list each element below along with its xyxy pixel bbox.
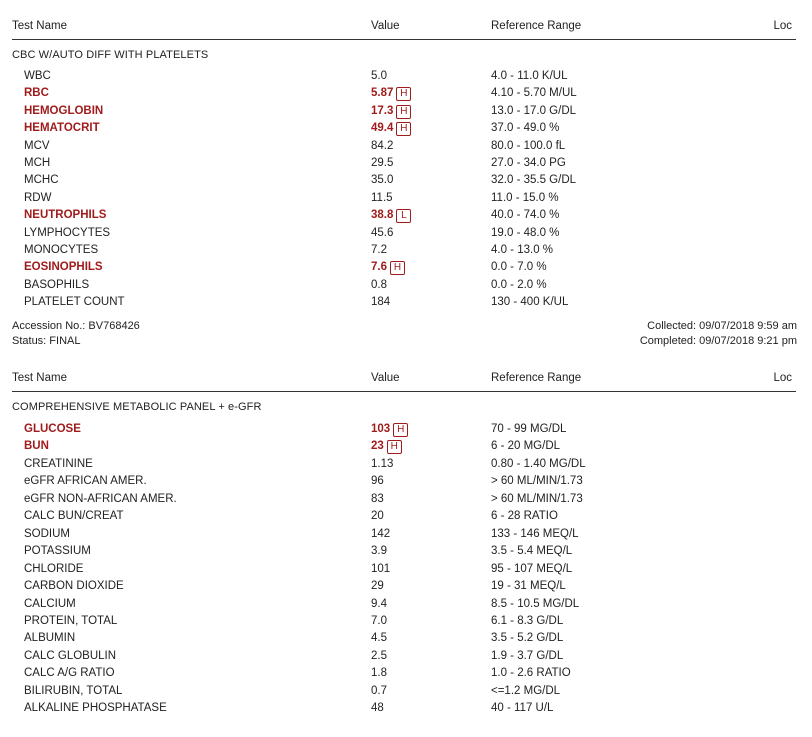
test-name: WBC bbox=[24, 70, 51, 82]
result-row bbox=[12, 543, 804, 560]
result-value: 7.0 bbox=[371, 614, 387, 627]
result-value: 2.5 bbox=[371, 649, 387, 662]
result-value: 1.8 bbox=[371, 667, 387, 680]
test-name: PLATELET COUNT bbox=[24, 296, 125, 309]
result-value: 7.6 H bbox=[371, 259, 405, 276]
test-name: BILIRUBIN, TOTAL bbox=[24, 684, 123, 697]
result-row bbox=[12, 138, 804, 155]
result-row bbox=[12, 526, 804, 543]
test-name: RDW bbox=[24, 191, 52, 204]
reference-range: 70 - 99 MG/DL bbox=[491, 423, 567, 435]
test-name: CALC BUN/CREAT bbox=[24, 510, 124, 523]
result-value: 5.0 bbox=[371, 70, 387, 82]
result-value: 142 bbox=[371, 527, 391, 540]
result-value: 5.87 H bbox=[371, 85, 411, 102]
test-name: eGFR AFRICAN AMER. bbox=[24, 475, 147, 488]
result-value: 35.0 bbox=[371, 174, 394, 187]
result-row bbox=[12, 456, 804, 473]
reference-range: 8.5 - 10.5 MG/DL bbox=[491, 597, 580, 610]
reference-range: 3.5 - 5.4 MEQ/L bbox=[491, 545, 573, 558]
result-value: 48 bbox=[371, 702, 384, 715]
reference-range: 13.0 - 17.0 G/DL bbox=[491, 104, 577, 117]
reference-range: 19 - 31 MEQ/L bbox=[491, 580, 566, 593]
result-row bbox=[12, 596, 804, 613]
result-value: 84.2 bbox=[371, 139, 394, 152]
high-flag-badge: H bbox=[393, 423, 408, 437]
completed-time: Completed: 09/07/2018 9:21 pm bbox=[639, 335, 797, 347]
reference-range: 27.0 - 34.0 PG bbox=[491, 157, 566, 169]
result-row bbox=[12, 578, 804, 595]
test-name: POTASSIUM bbox=[24, 545, 91, 558]
test-name: GLUCOSE bbox=[24, 423, 81, 435]
test-name: HEMATOCRIT bbox=[24, 122, 100, 135]
high-flag-badge: H bbox=[396, 105, 411, 119]
reference-range: 0.0 - 2.0 % bbox=[491, 278, 547, 291]
reference-range: 1.9 - 3.7 G/DL bbox=[491, 649, 564, 662]
result-row bbox=[12, 277, 804, 294]
result-value: 3.9 bbox=[371, 545, 387, 558]
reference-range: 40.0 - 74.0 % bbox=[491, 209, 560, 222]
test-name: NEUTROPHILS bbox=[24, 209, 107, 222]
reference-range: > 60 ML/MIN/1.73 bbox=[491, 492, 583, 505]
result-row bbox=[12, 294, 804, 311]
test-name: eGFR NON-AFRICAN AMER. bbox=[24, 492, 177, 505]
reference-range: 32.0 - 35.5 G/DL bbox=[491, 174, 577, 187]
col-loc: Loc bbox=[773, 372, 792, 384]
reference-range: 0.0 - 7.0 % bbox=[491, 261, 547, 274]
result-value: 49.4 H bbox=[371, 120, 411, 137]
reference-range: 11.0 - 15.0 % bbox=[491, 191, 559, 204]
test-name: HEMOGLOBIN bbox=[24, 104, 104, 117]
reference-range: <=1.2 MG/DL bbox=[491, 684, 561, 697]
result-row bbox=[12, 155, 804, 172]
test-name: MCHC bbox=[24, 174, 59, 187]
col-test-name: Test Name bbox=[12, 372, 67, 384]
reference-range: 37.0 - 49.0 % bbox=[491, 122, 560, 135]
reference-range: 6 - 28 RATIO bbox=[491, 510, 558, 523]
reference-range: 3.5 - 5.2 G/DL bbox=[491, 632, 564, 645]
result-row bbox=[12, 225, 804, 242]
result-value: 0.7 bbox=[371, 684, 387, 697]
table-header-cbc bbox=[12, 20, 804, 40]
panel-title-cmp: COMPREHENSIVE METABOLIC PANEL + e-GFR bbox=[12, 401, 262, 413]
reference-range: 80.0 - 100.0 fL bbox=[491, 139, 566, 152]
result-value: 29.5 bbox=[371, 157, 394, 169]
test-name: LYMPHOCYTES bbox=[24, 226, 111, 239]
result-value: 4.5 bbox=[371, 632, 387, 645]
high-flag-badge: H bbox=[396, 87, 411, 101]
result-row bbox=[12, 473, 804, 490]
result-row bbox=[12, 648, 804, 665]
reference-range: > 60 ML/MIN/1.73 bbox=[491, 475, 583, 488]
result-value: 11.5 bbox=[371, 191, 393, 204]
result-row bbox=[12, 242, 804, 259]
test-name: BUN bbox=[24, 440, 49, 453]
result-row bbox=[12, 421, 804, 438]
reference-range: 6 - 20 MG/DL bbox=[491, 440, 561, 453]
table-header-cmp bbox=[12, 372, 804, 392]
col-reference-range: Reference Range bbox=[491, 20, 582, 32]
test-name: RBC bbox=[24, 87, 49, 100]
reference-range: 4.0 - 11.0 K/UL bbox=[491, 70, 568, 82]
result-value: 9.4 bbox=[371, 597, 387, 610]
result-value: 45.6 bbox=[371, 226, 394, 239]
test-name: EOSINOPHILS bbox=[24, 261, 103, 274]
test-name: CHLORIDE bbox=[24, 562, 84, 575]
accession-number: Accession No.: BV768426 bbox=[12, 320, 140, 332]
result-value: 29 bbox=[371, 580, 384, 593]
col-loc: Loc bbox=[773, 20, 792, 32]
test-name: ALKALINE PHOSPHATASE bbox=[24, 702, 167, 715]
test-name: SODIUM bbox=[24, 527, 70, 540]
result-row bbox=[12, 438, 804, 455]
result-row bbox=[12, 508, 804, 525]
high-flag-badge: H bbox=[390, 261, 405, 275]
result-value: 96 bbox=[371, 475, 384, 488]
test-name: CREATININE bbox=[24, 457, 93, 470]
result-value: 103 H bbox=[371, 421, 408, 438]
high-flag-badge: H bbox=[396, 122, 411, 136]
report-status: Status: FINAL bbox=[12, 335, 81, 347]
col-reference-range: Reference Range bbox=[491, 372, 582, 384]
col-test-name: Test Name bbox=[12, 20, 67, 32]
reference-range: 95 - 107 MEQ/L bbox=[491, 562, 573, 575]
col-value: Value bbox=[371, 372, 400, 384]
result-row bbox=[12, 120, 804, 137]
reference-range: 130 - 400 K/UL bbox=[491, 296, 569, 309]
result-row bbox=[12, 613, 804, 630]
collected-time: Collected: 09/07/2018 9:59 am bbox=[647, 320, 797, 332]
result-value: 23 H bbox=[371, 438, 402, 455]
result-row bbox=[12, 561, 804, 578]
reference-range: 40 - 117 U/L bbox=[491, 702, 554, 715]
test-name: CALCIUM bbox=[24, 597, 76, 610]
reference-range: 19.0 - 48.0 % bbox=[491, 226, 560, 239]
test-name: MCV bbox=[24, 139, 50, 152]
reference-range: 4.0 - 13.0 % bbox=[491, 244, 554, 256]
result-row bbox=[12, 630, 804, 647]
result-row bbox=[12, 259, 804, 276]
test-name: CARBON DIOXIDE bbox=[24, 580, 124, 593]
high-flag-badge: H bbox=[387, 440, 402, 454]
result-row bbox=[12, 683, 804, 700]
result-value: 184 bbox=[371, 296, 391, 309]
panel-title-cbc: CBC W/AUTO DIFF WITH PLATELETS bbox=[12, 49, 209, 61]
result-row bbox=[12, 68, 804, 85]
result-value: 0.8 bbox=[371, 278, 387, 291]
result-row bbox=[12, 172, 804, 189]
result-value: 20 bbox=[371, 510, 384, 523]
header-divider bbox=[12, 391, 796, 392]
result-value: 83 bbox=[371, 492, 384, 505]
test-name: MONOCYTES bbox=[24, 244, 99, 256]
reference-range: 1.0 - 2.6 RATIO bbox=[491, 667, 571, 680]
test-name: CALC GLOBULIN bbox=[24, 649, 117, 662]
low-flag-badge: L bbox=[396, 209, 411, 223]
result-row bbox=[12, 103, 804, 120]
result-row bbox=[12, 190, 804, 207]
result-row bbox=[12, 665, 804, 682]
test-name: BASOPHILS bbox=[24, 278, 90, 291]
test-name: MCH bbox=[24, 157, 51, 169]
result-value: 101 bbox=[371, 562, 391, 575]
result-row bbox=[12, 207, 804, 224]
result-value: 7.2 bbox=[371, 244, 387, 256]
test-name: PROTEIN, TOTAL bbox=[24, 614, 118, 627]
result-row bbox=[12, 85, 804, 102]
reference-range: 6.1 - 8.3 G/DL bbox=[491, 614, 564, 627]
reference-range: 133 - 146 MEQ/L bbox=[491, 527, 579, 540]
reference-range: 0.80 - 1.40 MG/DL bbox=[491, 457, 586, 470]
col-value: Value bbox=[371, 20, 400, 32]
result-value: 38.8 L bbox=[371, 207, 411, 224]
result-value: 1.13 bbox=[371, 457, 394, 470]
result-row bbox=[12, 491, 804, 508]
test-name: CALC A/G RATIO bbox=[24, 667, 115, 680]
result-row bbox=[12, 700, 804, 717]
header-divider bbox=[12, 39, 796, 40]
result-value: 17.3 H bbox=[371, 103, 411, 120]
test-name: ALBUMIN bbox=[24, 632, 76, 645]
reference-range: 4.10 - 5.70 M/UL bbox=[491, 87, 577, 100]
